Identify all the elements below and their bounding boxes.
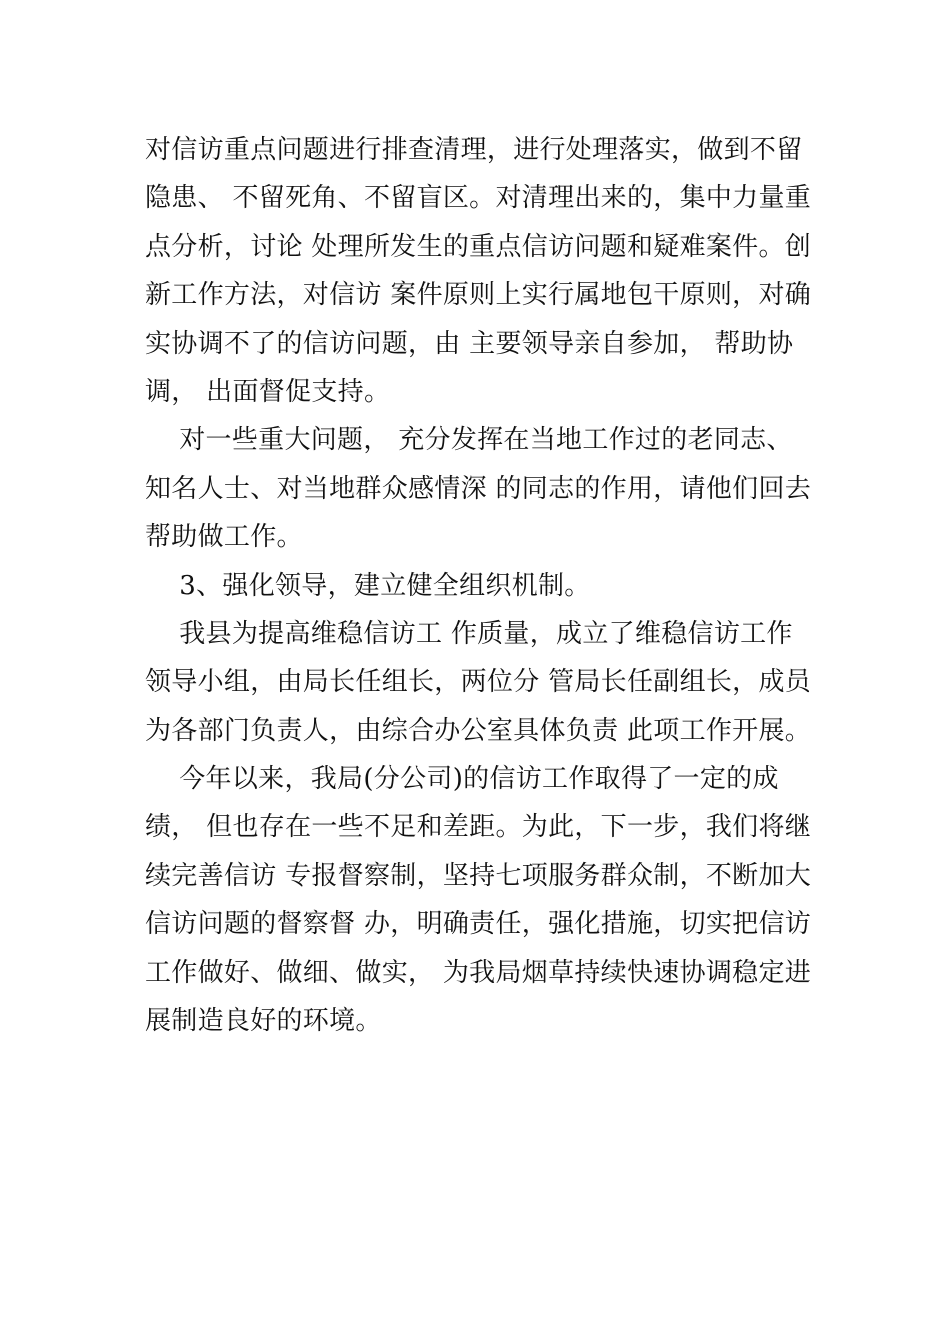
text-line: 信访问题的督察督 办，明确责任，强化措施，切实把信访 bbox=[145, 909, 812, 940]
text-line: 新工作方法，对信访 案件原则上实行属地包干原则，对确 bbox=[145, 280, 812, 311]
text-line: 绩， 但也存在一些不足和差距。为此，下一步，我们将继 bbox=[145, 812, 812, 843]
text-line: 对信访重点问题进行排查清理，进行处理落实，做到不留 bbox=[145, 135, 803, 165]
text-line: 知名人士、对当地群众感情深 的同志的作用，请他们回去 bbox=[145, 473, 812, 504]
text-line: 我县为提高维稳信访工 作质量，成立了维稳信访工作 bbox=[145, 618, 793, 649]
text-line: 点分析，讨论 处理所发生的重点信访问题和疑难案件。创 bbox=[145, 231, 812, 262]
text-line: 展制造良好的环境。 bbox=[145, 1006, 382, 1037]
text-line: 今年以来，我局(分公司)的信访工作取得了一定的成 bbox=[145, 764, 779, 795]
text-line: 为各部门负责人，由综合办公室具体负责 此项工作开展。 bbox=[145, 715, 812, 746]
text-line: 调， 出面督促支持。 bbox=[145, 376, 391, 407]
text-line: 工作做好、做细、做实， 为我局烟草持续快速协调稳定进 bbox=[145, 957, 812, 988]
body-text bbox=[145, 126, 815, 1045]
text-line: 隐患、 不留死角、不留盲区。对清理出来的，集中力量重 bbox=[145, 183, 812, 214]
text-line: 帮助做工作。 bbox=[145, 522, 303, 553]
text-line: 对一些重大问题， 充分发挥在当地工作过的老同志、 bbox=[145, 425, 793, 456]
text-line: 领导小组，由局长任组长，两位分 管局长任副组长，成员 bbox=[145, 667, 812, 698]
section-heading: 3、强化领导，建立健全组织机制。 bbox=[145, 570, 591, 601]
text-line: 续完善信访 专报督察制，坚持七项服务群众制，不断加大 bbox=[145, 860, 812, 891]
text-line: 实协调不了的信访问题，由 主要领导亲自参加， 帮助协 bbox=[145, 328, 794, 359]
